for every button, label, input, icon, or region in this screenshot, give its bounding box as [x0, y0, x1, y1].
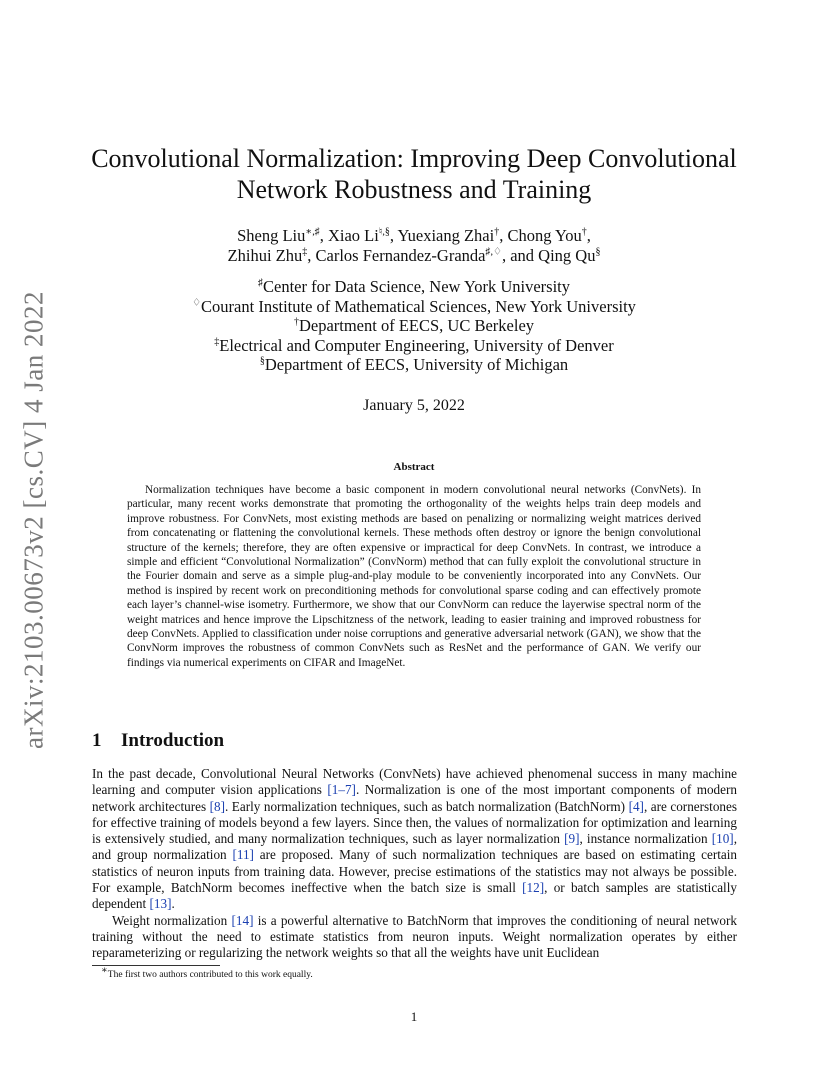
- body-text: , are cornerstones for effective training of models beyond a few layers. Since then, the values of normalization for optimization and learning is extensively studied, and many normalization techniques, such as layer normalization: [92, 798, 737, 847]
- intro-paragraph-1: [92, 766, 737, 913]
- paper-title: [60, 143, 768, 205]
- affiliation-text: Department of EECS, UC Berkeley: [298, 316, 535, 335]
- author-separator: ,: [499, 226, 508, 245]
- title-line-2: Network Robustness and Training: [236, 175, 592, 204]
- body-text: , instance normalization: [579, 831, 712, 847]
- body-text: , and group normalization: [92, 831, 737, 863]
- body-text: In the past decade, Convolutional Neural Networks (ConvNets) have achieved phenomenal success in many machine learning and computer vision applications: [92, 766, 737, 798]
- author-affiliation-mark: ∗,♯: [305, 226, 320, 238]
- author-name: Sheng Liu: [237, 226, 306, 245]
- citation-link[interactable]: [11]: [232, 847, 254, 863]
- affiliation-list: [60, 277, 768, 375]
- affiliation-line: [60, 297, 768, 317]
- citation-link[interactable]: [9]: [564, 831, 580, 847]
- author-affiliation-mark: ‡: [302, 246, 308, 258]
- body-text: . Normalization is one of the most important components of modern network architectures: [92, 782, 737, 814]
- author-affiliation-mark: ♮,§: [378, 226, 390, 238]
- citation-link[interactable]: [1–7]: [327, 782, 356, 798]
- abstract-body: Normalization techniques have become a basic component in modern convolutional neural networks (ConvNets). In particular, many recent works demonstrate that promoting the orthogonality of the weights helps train deep models and improve robustness. For ConvNets, most existing methods are based on penalizing or normalizing weight matrices derived from concatenating or flattening the convolutional kernels. These methods often destroy or ignore the benign convolutional structure of the kernels; therefore, they are often expensive or impractical for deep ConvNets. In contrast, we introduce a simple and efficient “Convolutional Normalization” (ConvNorm) method that can fully exploit the convolutional structure in the Fourier domain and serve as a simple plug-and-play module to be conveniently incorporated into any ConvNets. Our method is inspired by recent work on preconditioning methods for convolutional sparse coding and can effectively promote each layer’s channel-wise isometry. Furthermore, we show that our ConvNorm can reduce the layerwise spectral norm of the weight matrices and hence improve the Lipschitzness of the network, leading to easier training and improved robustness for deep ConvNets. Applied to classification under noise corruptions and generative adversarial network (GAN), we show that the ConvNorm improves the robustness of common ConvNets such as ResNet and the performance of GAN. We verify our findings via numerical experiments on CIFAR and ImageNet.: [127, 484, 701, 669]
- author-separator: ,: [586, 226, 591, 245]
- body-text: are proposed. Many of such normalization techniques are based on estimating certain statistics of neuron inputs from training data. However, precise estimations of the statistics may not always be possible. For example, BatchNorm becomes ineffective when the batch size is small: [92, 847, 737, 896]
- affiliation-line: [60, 336, 768, 356]
- citation-link[interactable]: [8]: [209, 798, 225, 814]
- author-separator: ,: [307, 246, 316, 265]
- author-name: Yuexiang Zhai: [397, 226, 495, 245]
- footnote-divider: [92, 965, 220, 966]
- affiliation-line: [60, 277, 768, 297]
- body-text: .: [171, 896, 175, 912]
- citation-link[interactable]: [13]: [149, 896, 172, 912]
- affiliation-text: Department of EECS, University of Michigan: [264, 355, 569, 374]
- paper-date: January 5, 2022: [363, 397, 465, 414]
- affiliation-text: Center for Data Science, New York University: [262, 277, 570, 296]
- author-affiliation-mark: †: [581, 226, 587, 238]
- author-list: [60, 226, 768, 266]
- author-separator: ,: [319, 226, 328, 245]
- footnote: [101, 964, 313, 980]
- section-title: Introduction: [121, 730, 225, 751]
- affiliation-mark: †: [293, 316, 299, 328]
- author-name: Xiao Li: [327, 226, 379, 245]
- affiliation-mark: §: [259, 355, 265, 367]
- affiliation-text: Electrical and Computer Engineering, University of Denver: [219, 335, 614, 355]
- section-heading: [92, 730, 224, 752]
- affiliation-line: [60, 355, 768, 375]
- body-text: Weight normalization: [112, 912, 232, 928]
- intro-paragraph-2: [92, 913, 737, 962]
- citation-link[interactable]: [12]: [522, 880, 545, 896]
- author-separator: ,: [389, 226, 398, 245]
- author-affiliation-mark: ♯,♢: [485, 246, 502, 258]
- citation-link[interactable]: [4]: [628, 798, 644, 814]
- footnote-mark: ∗: [101, 964, 108, 976]
- affiliation-mark: ♯: [257, 277, 263, 289]
- author-affiliation-mark: †: [494, 226, 500, 238]
- affiliation-text: Courant Institute of Mathematical Sciences, New York University: [201, 296, 636, 316]
- footnote-text: The first two authors contributed to this work equally.: [107, 970, 313, 980]
- arxiv-identifier-stamp: arXiv:2103.00673v2 [cs.CV] 4 Jan 2022: [18, 291, 49, 749]
- section-number: 1: [92, 730, 102, 751]
- affiliation-line: [60, 316, 768, 336]
- affiliation-mark: ‡: [214, 336, 220, 347]
- abstract-heading: Abstract: [393, 461, 435, 473]
- author-name: Zhihui Zhu: [227, 246, 303, 265]
- author-name: Chong You: [507, 226, 582, 245]
- citation-link[interactable]: [10]: [711, 831, 734, 847]
- introduction-body: [92, 766, 737, 962]
- author-affiliation-mark: §: [595, 246, 601, 258]
- page-number: 1: [410, 1009, 418, 1024]
- citation-link[interactable]: [14]: [231, 912, 254, 928]
- body-text: , or batch samples are statistically dependent: [92, 880, 737, 912]
- author-name: Carlos Fernandez-Granda: [315, 246, 486, 265]
- affiliation-mark: ♢: [192, 297, 202, 308]
- body-text: . Early normalization techniques, such as batch normalization (BatchNorm): [224, 798, 629, 814]
- author-separator: , and: [501, 246, 539, 265]
- body-text: is a powerful alternative to BatchNorm that improves the conditioning of neural network training without the need to estimate statistics from neuron inputs. Weight normalization operates by either reparameterizing or regularizing the network weights so that all the weights have unit Euclidean: [92, 912, 738, 961]
- author-name: Qing Qu: [538, 246, 596, 265]
- title-line-1: Convolutional Normalization: Improving Deep Convolutional: [91, 144, 737, 173]
